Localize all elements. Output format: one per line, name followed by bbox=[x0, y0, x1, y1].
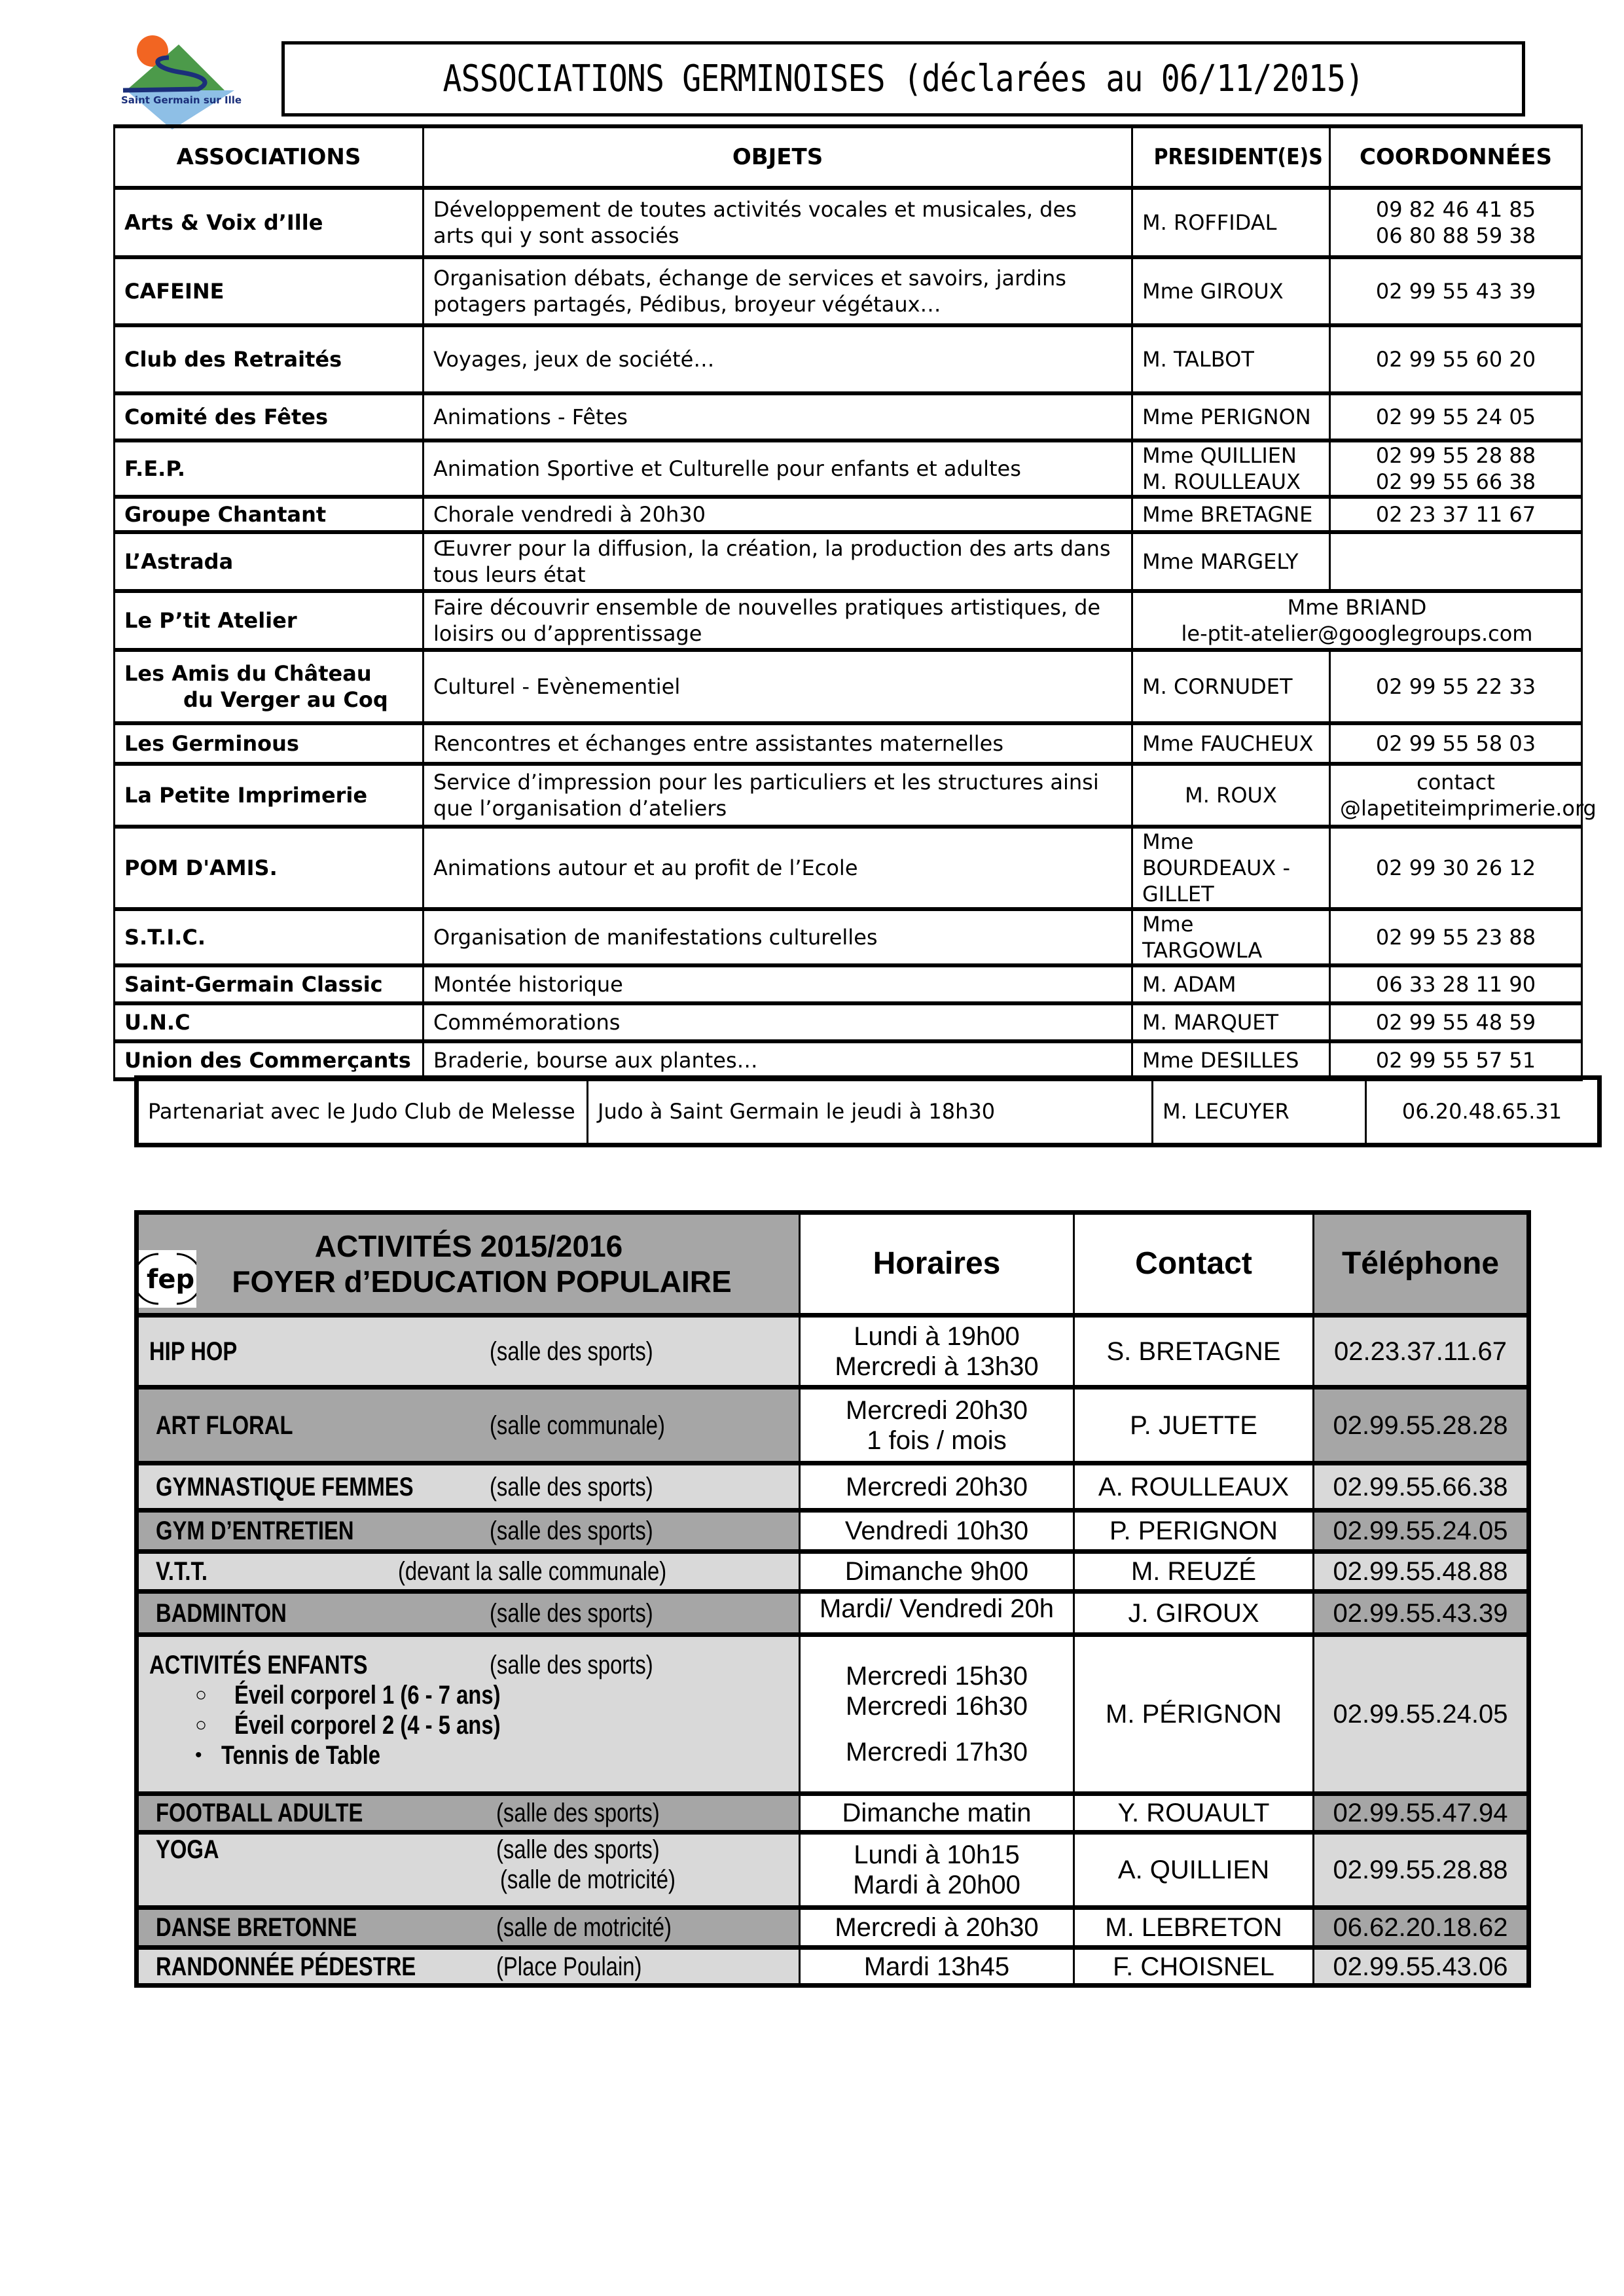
table-row bbox=[115, 440, 1582, 497]
association-coord: 02 99 55 48 59 bbox=[1330, 1003, 1582, 1041]
activities-title-line2: FOYER d’EDUCATION POPULAIRE bbox=[232, 1265, 732, 1299]
activity-row bbox=[137, 1388, 1529, 1463]
sub-activity: ○ Éveil corporel 1 (6 - 7 ans) bbox=[195, 1681, 501, 1710]
association-coord: 02 99 55 60 20 bbox=[1330, 325, 1582, 393]
judo-president: M. LECUYER bbox=[1153, 1078, 1366, 1145]
association-president: M. MARQUET bbox=[1132, 1003, 1330, 1041]
association-name: POM D'AMIS. bbox=[115, 827, 424, 909]
association-president: M. ADAM bbox=[1132, 965, 1330, 1003]
activity-name-cell: DANSE BRETONNE (salle de motricité) bbox=[137, 1908, 800, 1948]
association-coord: 02 99 30 26 12 bbox=[1330, 827, 1582, 909]
association-name: Les Amis du Château du Verger au Coq bbox=[115, 650, 424, 723]
activity-phone: 02.23.37.11.67 bbox=[1314, 1316, 1529, 1388]
activity-row bbox=[137, 1316, 1529, 1388]
activity-horaires: Mardi/ Vendredi 20h bbox=[800, 1592, 1074, 1635]
activity-row bbox=[137, 1463, 1529, 1511]
header-horaires: Horaires bbox=[800, 1213, 1074, 1316]
table-row bbox=[115, 650, 1582, 723]
association-coord: 09 82 46 41 85 06 80 88 59 38 bbox=[1330, 188, 1582, 257]
association-coord: 02 99 55 22 33 bbox=[1330, 650, 1582, 723]
activity-phone: 02.99.55.66.38 bbox=[1314, 1463, 1529, 1511]
activity-contact: S. BRETAGNE bbox=[1074, 1316, 1314, 1388]
association-objet: Rencontres et échanges entre assistantes maternelles bbox=[424, 723, 1132, 764]
association-name: Union des Commerçants bbox=[115, 1041, 424, 1079]
activity-horaires: Mercredi 20h30 1 fois / mois bbox=[800, 1388, 1074, 1463]
association-president: Mme PERIGNON bbox=[1132, 393, 1330, 440]
association-objet: Faire découvrir ensemble de nouvelles pratiques artistiques, de loisirs ou d’apprentissage bbox=[424, 591, 1132, 650]
judo-objet: Judo à Saint Germain le jeudi à 18h30 bbox=[588, 1078, 1153, 1145]
header-coordonnees: COORDONNÉES bbox=[1330, 126, 1582, 188]
association-objet: Braderie, bourse aux plantes… bbox=[424, 1041, 1132, 1079]
activity-name-cell: RANDONNÉE PÉDESTRE (Place Poulain) bbox=[137, 1948, 800, 1986]
activity-horaires: Mardi 13h45 bbox=[800, 1948, 1074, 1986]
town-logo bbox=[113, 31, 247, 130]
association-coord: 02 99 55 43 39 bbox=[1330, 257, 1582, 325]
table-row bbox=[115, 325, 1582, 393]
table-row bbox=[115, 591, 1582, 650]
association-name: L’Astrada bbox=[115, 532, 424, 591]
activity-contact: M. LEBRETON bbox=[1074, 1908, 1314, 1948]
page-title-box bbox=[281, 41, 1525, 117]
activity-phone: 02.99.55.28.88 bbox=[1314, 1833, 1529, 1908]
activity-horaires: Vendredi 10h30 bbox=[800, 1511, 1074, 1552]
activity-name-cell: ACTIVITÉS ENFANTS (salle des sports) ○ Éveil corporel 1 (6 - 7 ans) ○ Éveil corporel 2 (4 - 5 ans) • Tennis de Table bbox=[137, 1635, 800, 1794]
activity-phone: 02.99.55.48.88 bbox=[1314, 1552, 1529, 1592]
circle-bullet-icon: ○ bbox=[195, 1714, 208, 1736]
association-objet: Service d’impression pour les particuliers et les structures ainsi que l’organisation d’ateliers bbox=[424, 764, 1132, 827]
header-telephone: Téléphone bbox=[1314, 1213, 1529, 1316]
judo-coord: 06.20.48.65.31 bbox=[1366, 1078, 1600, 1145]
table-row bbox=[115, 188, 1582, 257]
activity-contact: J. GIROUX bbox=[1074, 1592, 1314, 1635]
association-name: Saint-Germain Classic bbox=[115, 965, 424, 1003]
association-name: F.E.P. bbox=[115, 440, 424, 497]
activity-row bbox=[137, 1511, 1529, 1552]
svg-text:Saint Germain sur Ille: Saint Germain sur Ille bbox=[121, 94, 242, 106]
association-objet: Chorale vendredi à 20h30 bbox=[424, 497, 1132, 532]
association-president: M. ROFFIDAL bbox=[1132, 188, 1330, 257]
association-president: Mme DESILLES bbox=[1132, 1041, 1330, 1079]
association-name: Groupe Chantant bbox=[115, 497, 424, 532]
association-objet: Développement de toutes activités vocales et musicales, des arts qui y sont associés bbox=[424, 188, 1132, 257]
activity-name-cell: GYM D’ENTRETIEN (salle des sports) bbox=[137, 1511, 800, 1552]
header-associations: ASSOCIATIONS bbox=[115, 126, 424, 188]
association-president: M. CORNUDET bbox=[1132, 650, 1330, 723]
association-name: La Petite Imprimerie bbox=[115, 764, 424, 827]
activity-horaires: Lundi à 19h00 Mercredi à 13h30 bbox=[800, 1316, 1074, 1388]
activity-contact: F. CHOISNEL bbox=[1074, 1948, 1314, 1986]
page-title: ASSOCIATIONS GERMINOISES (déclarées au 06/11/2015) bbox=[442, 58, 1364, 100]
association-objet: Montée historique bbox=[424, 965, 1132, 1003]
association-objet: Voyages, jeux de société… bbox=[424, 325, 1132, 393]
activity-contact: M. PÉRIGNON bbox=[1074, 1635, 1314, 1794]
activity-phone: 02.99.55.24.05 bbox=[1314, 1635, 1529, 1794]
header-presidents: PRESIDENT(E)S bbox=[1132, 126, 1330, 188]
activity-name-cell: GYMNASTIQUE FEMMES (salle des sports) bbox=[137, 1463, 800, 1511]
activity-name-cell: V.T.T. (devant la salle communale) bbox=[137, 1552, 800, 1592]
table-row bbox=[137, 1078, 1600, 1145]
activity-row bbox=[137, 1592, 1529, 1635]
activities-table bbox=[134, 1210, 1531, 1988]
activity-phone: 06.62.20.18.62 bbox=[1314, 1908, 1529, 1948]
association-president: M. ROUX bbox=[1132, 764, 1330, 827]
fep-logo-icon bbox=[139, 1250, 196, 1308]
association-coord: 02 99 55 57 51 bbox=[1330, 1041, 1582, 1079]
svg-text:fep: fep bbox=[147, 1265, 195, 1295]
association-name: Le P’tit Atelier bbox=[115, 591, 424, 650]
association-name: U.N.C bbox=[115, 1003, 424, 1041]
activity-contact: P. PERIGNON bbox=[1074, 1511, 1314, 1552]
association-objet: Organisation de manifestations culturelles bbox=[424, 909, 1132, 965]
association-coord: 06 33 28 11 90 bbox=[1330, 965, 1582, 1003]
table-row bbox=[115, 257, 1582, 325]
sub-activity: ○ Éveil corporel 2 (4 - 5 ans) bbox=[195, 1711, 501, 1740]
association-objet: Animations autour et au profit de l’Ecole bbox=[424, 827, 1132, 909]
association-name: Comité des Fêtes bbox=[115, 393, 424, 440]
table-row bbox=[115, 723, 1582, 764]
table-row bbox=[115, 1041, 1582, 1079]
activity-horaires: Dimanche 9h00 bbox=[800, 1552, 1074, 1592]
association-objet: Culturel - Evènementiel bbox=[424, 650, 1132, 723]
activity-row bbox=[137, 1833, 1529, 1908]
email-link[interactable]: le-ptit-atelier@googlegroups.com bbox=[1181, 621, 1533, 646]
activity-name-cell: HIP HOP (salle des sports) bbox=[137, 1316, 800, 1388]
dot-bullet-icon: • bbox=[195, 1744, 202, 1766]
association-objet: Commémorations bbox=[424, 1003, 1132, 1041]
association-contact-merged: Mme BRIAND le-ptit-atelier@googlegroups.com bbox=[1132, 591, 1582, 650]
association-coord: contact @lapetiteimprimerie.org bbox=[1330, 764, 1582, 827]
association-name: Les Germinous bbox=[115, 723, 424, 764]
table-row bbox=[115, 909, 1582, 965]
header-contact: Contact bbox=[1074, 1213, 1314, 1316]
table-header-row bbox=[115, 126, 1582, 188]
activity-horaires: Mercredi 15h30 Mercredi 16h30 Mercredi 17h30 bbox=[800, 1635, 1074, 1794]
activity-row bbox=[137, 1635, 1529, 1794]
association-president: Mme TARGOWLA bbox=[1132, 909, 1330, 965]
table-row bbox=[115, 1003, 1582, 1041]
activity-row bbox=[137, 1552, 1529, 1592]
association-coord: 02 99 55 24 05 bbox=[1330, 393, 1582, 440]
association-objet: Animations - Fêtes bbox=[424, 393, 1132, 440]
activity-phone: 02.99.55.43.06 bbox=[1314, 1948, 1529, 1986]
activity-contact: A. QUILLIEN bbox=[1074, 1833, 1314, 1908]
activities-header-row bbox=[137, 1213, 1529, 1316]
association-president: Mme BRETAGNE bbox=[1132, 497, 1330, 532]
activity-horaires: Mercredi à 20h30 bbox=[800, 1908, 1074, 1948]
association-coord: 02 23 37 11 67 bbox=[1330, 497, 1582, 532]
table-row bbox=[115, 497, 1582, 532]
association-objet: Organisation débats, échange de services et savoirs, jardins potagers partagés, Pédibus, broyeur végétaux… bbox=[424, 257, 1132, 325]
activity-contact: Y. ROUAULT bbox=[1074, 1794, 1314, 1833]
table-row bbox=[115, 764, 1582, 827]
saint-germain-logo-icon bbox=[113, 31, 247, 130]
judo-partnership-table bbox=[134, 1075, 1602, 1147]
activity-name-cell: BADMINTON (salle des sports) bbox=[137, 1592, 800, 1635]
association-objet: Animation Sportive et Culturelle pour enfants et adultes bbox=[424, 440, 1132, 497]
activity-horaires: Mercredi 20h30 bbox=[800, 1463, 1074, 1511]
activities-title-cell bbox=[137, 1213, 800, 1316]
activity-phone: 02.99.55.28.28 bbox=[1314, 1388, 1529, 1463]
association-name: CAFEINE bbox=[115, 257, 424, 325]
table-row bbox=[115, 827, 1582, 909]
table-row bbox=[115, 532, 1582, 591]
association-objet: Œuvrer pour la diffusion, la création, la production des arts dans tous leurs état bbox=[424, 532, 1132, 591]
activity-phone: 02.99.55.24.05 bbox=[1314, 1511, 1529, 1552]
association-president: M. TALBOT bbox=[1132, 325, 1330, 393]
association-coord: 02 99 55 23 88 bbox=[1330, 909, 1582, 965]
activity-phone: 02.99.55.47.94 bbox=[1314, 1794, 1529, 1833]
association-coord bbox=[1330, 532, 1582, 591]
activity-contact: M. REUZÉ bbox=[1074, 1552, 1314, 1592]
association-president: Mme QUILLIEN M. ROULLEAUX bbox=[1132, 440, 1330, 497]
association-president: Mme FAUCHEUX bbox=[1132, 723, 1330, 764]
activity-name-cell: FOOTBALL ADULTE (salle des sports) bbox=[137, 1794, 800, 1833]
activities-title-line1: ACTIVITÉS 2015/2016 bbox=[314, 1229, 623, 1263]
activity-contact: P. JUETTE bbox=[1074, 1388, 1314, 1463]
association-name: S.T.I.C. bbox=[115, 909, 424, 965]
activity-row bbox=[137, 1794, 1529, 1833]
associations-table bbox=[113, 124, 1597, 1081]
table-row bbox=[115, 965, 1582, 1003]
header-objets: OBJETS bbox=[424, 126, 1132, 188]
sub-activity: • Tennis de Table bbox=[195, 1741, 381, 1770]
circle-bullet-icon: ○ bbox=[195, 1684, 208, 1706]
activity-name-cell: YOGA (salle des sports) (salle de motricité) bbox=[137, 1833, 800, 1908]
activity-contact: A. ROULLEAUX bbox=[1074, 1463, 1314, 1511]
activity-horaires: Lundi à 10h15 Mardi à 20h00 bbox=[800, 1833, 1074, 1908]
association-coord: 02 99 55 58 03 bbox=[1330, 723, 1582, 764]
activity-phone: 02.99.55.43.39 bbox=[1314, 1592, 1529, 1635]
association-name: Club des Retraités bbox=[115, 325, 424, 393]
association-president: Mme GIROUX bbox=[1132, 257, 1330, 325]
activity-horaires: Dimanche matin bbox=[800, 1794, 1074, 1833]
activity-row bbox=[137, 1908, 1529, 1948]
association-name: Arts & Voix d’Ille bbox=[115, 188, 424, 257]
association-coord: 02 99 55 28 88 02 99 55 66 38 bbox=[1330, 440, 1582, 497]
table-row bbox=[115, 393, 1582, 440]
activity-row bbox=[137, 1948, 1529, 1986]
judo-name: Partenariat avec le Judo Club de Melesse bbox=[137, 1078, 588, 1145]
association-president: Mme BOURDEAUX - GILLET bbox=[1132, 827, 1330, 909]
association-president: Mme MARGELY bbox=[1132, 532, 1330, 591]
activity-name-cell: ART FLORAL (salle communale) bbox=[137, 1388, 800, 1463]
